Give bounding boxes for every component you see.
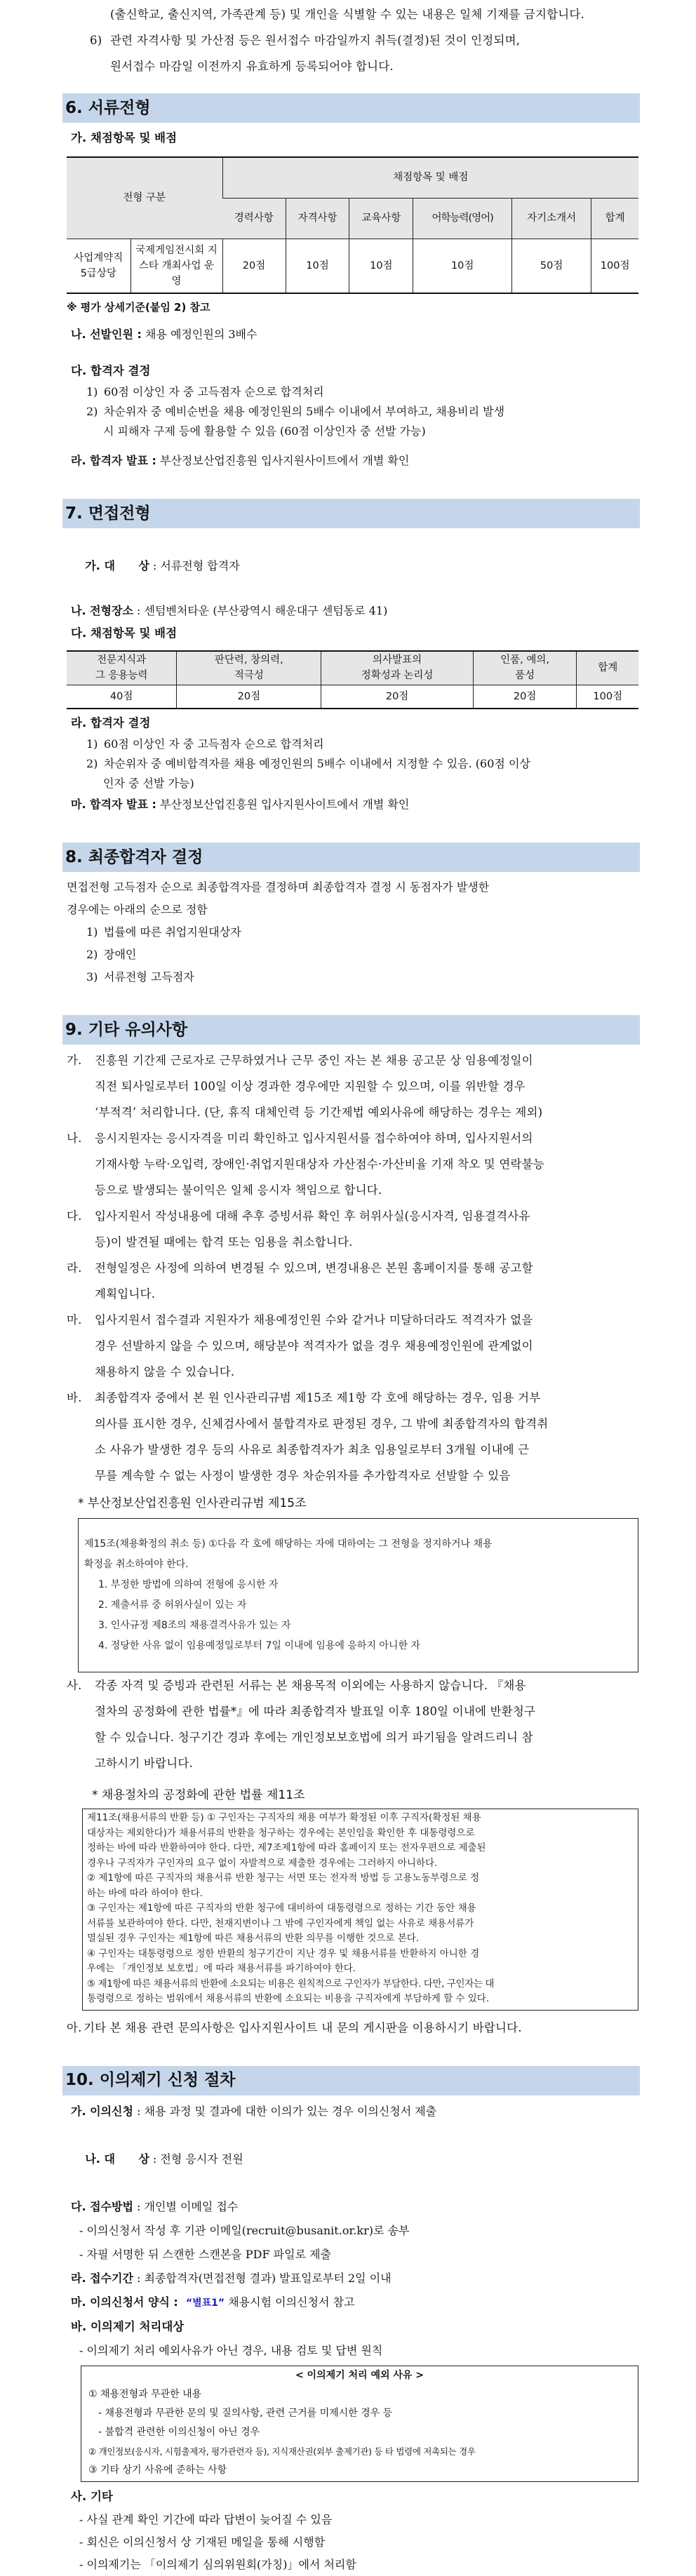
item-text: 각종 자격 및 증빙과 관련된 서류는 본 채용목적 이외에는 사용하지 않습니다. 『채용 [95, 1679, 526, 1692]
col-header: 자기소개서 [512, 198, 591, 239]
objection-exception-box [81, 2366, 638, 2482]
value: : 개인별 이메일 접수 [133, 2199, 239, 2213]
appendix-1-link[interactable]: “별표1” [185, 2297, 225, 2309]
subheading-pass-decision: 다. 합격자 결정 [71, 364, 151, 377]
col-header: 합계 [577, 651, 638, 685]
item-mark: 아. [67, 2020, 82, 2034]
notice-item-ra [67, 1255, 638, 1307]
paragraph: 면접전형 고득점자 순으로 최종합격자를 결정하며 최종합격자 결정 시 동점자가 발생한 [67, 880, 490, 894]
intro-item-6 [67, 27, 638, 53]
section-heading-6: 6. 서류전형 [62, 93, 640, 123]
list-item [67, 966, 638, 988]
item-text: 입사지원서 접수결과 지원자가 채용예정인원 수와 같거나 미달하더라도 적격자가 없을 [95, 1313, 533, 1327]
intro-block [67, 0, 638, 79]
item-text: 관련 자격사항 및 가산점 등은 원서접수 마감일까지 취득(결정)된 것이 인정되며, [110, 34, 521, 47]
item-text: 채용하지 않을 수 있습니다. [95, 1365, 235, 1378]
item-text: 절차의 공정화에 관한 법률*』에 따라 최종합격자 발표일 이후 180일 이내에 반환청구 [95, 1705, 536, 1718]
value: : 센텀벤처타운 (부산광역시 해운대구 센텀동로 41) [133, 604, 388, 617]
law-line: 서류를 보관하여야 한다. 다만, 천재지변이나 그 밖에 구인자에게 책임 없는 사유로 채용서류가 [87, 1917, 474, 1929]
label: 다. 접수방법 [71, 2199, 133, 2213]
selection-count [67, 323, 638, 346]
list-item-continuation: 인자 중 선발 가능) [103, 777, 194, 790]
subheading-objection-scope: 바. 이의제기 처리대상 [71, 2319, 185, 2333]
item-number: 2) [86, 948, 98, 961]
item-text: 최종합격자 중에서 본 원 인사관리규범 제15조 제1항 각 호에 해당하는 경우, 임용 거부 [95, 1391, 541, 1404]
item-text: 직전 퇴사일로부터 100일 이상 경과한 경우에만 지원할 수 있으며, 이를 위반할 경우 [95, 1080, 526, 1093]
cell-value: 20점 [177, 685, 321, 709]
item-text: 무를 계속할 수 없는 사정이 발생한 경우 차순위자를 추가합격자로 선발할 수 있음 [95, 1469, 511, 1482]
law-line: ③ 구인자는 제1항에 따른 구직자의 반환 청구에 대비하여 대통령령으로 정하는 기간 동안 채용 [87, 1903, 476, 1914]
item-text: 기재사항 누락·오입력, 장애인·취업지원대상자 가산점수·가산비율 기재 착오 및 연락불능 [95, 1158, 544, 1171]
regulation-line: 확정을 취소하여야 한다. [84, 1559, 189, 1570]
cell-value: 20점 [473, 685, 577, 709]
item-text: 60점 이상인 자 중 고득점자 순으로 합격처리 [104, 385, 324, 398]
value: 채용시험 이의신청서 참고 [225, 2295, 355, 2309]
item-text: 응시지원자는 응시자격을 미리 확인하고 입사지원서를 접수하여야 하며, 입사지원서의 [95, 1132, 533, 1145]
method-detail-email: - 이의신청서 작성 후 기관 이메일(recruit@busanit.or.kr)로 송부 [79, 2223, 410, 2237]
notice-item-ga [67, 1047, 638, 1125]
item-text: 할 수 있습니다. 청구기간 경과 후에는 개인정보보호법에 의거 파기됨을 알려드리니 참 [95, 1731, 533, 1744]
col-header: 판단력, 창의력, 적극성 [177, 651, 321, 685]
law-line: 대상자는 제외한다)가 채용서류의 반환을 청구하는 경우에는 본인임을 확인한 후 대통령령으로 [87, 1827, 475, 1839]
exception-line: - 채용전형과 무관한 문의 및 질의사항, 관련 근거를 미제시한 경우 등 [98, 2407, 393, 2419]
method-detail-pdf: - 자필 서명한 뒤 스캔한 스캔본을 PDF 파일로 제출 [79, 2247, 331, 2261]
label: 라. 합격자 발표 : [71, 454, 156, 467]
section-heading-7: 7. 면접전형 [62, 499, 640, 528]
label: 가. 대 상 [85, 559, 149, 572]
regulation-item: 4. 정당한 사유 없이 임용예정일로부터 7일 이내에 임용에 응하지 아니한 자 [98, 1640, 420, 1651]
other-detail: - 사실 관계 확인 기간에 따라 답변이 늦어질 수 있음 [79, 2512, 333, 2526]
subheading-interview-scoring: 다. 채점항목 및 배점 [71, 626, 178, 640]
item-number: 6) [90, 34, 102, 47]
cell-value: 10점 [349, 239, 413, 293]
notice-item-ba [67, 1385, 638, 1489]
value: : 서류전형 합격자 [149, 559, 240, 572]
item-text: 등)이 발견될 때에는 합격 또는 임용을 취소합니다. [95, 1235, 353, 1249]
law-box-article-11 [82, 1809, 638, 2011]
section-heading-9: 9. 기타 유의사항 [62, 1015, 640, 1045]
law-line: 통령령으로 정하는 범위에서 채용서류의 반환에 소요되는 비용을 구직자에게 부담하게 할 수 있다. [87, 1993, 490, 2004]
law-line: ⑤ 제1항에 따른 채용서류의 반환에 소요되는 비용은 원칙적으로 구인자가 부담한다. 다만, 구인자는 대 [87, 1978, 495, 1990]
item-text: 의사를 표시한 경우, 신체검사에서 불합격자로 판정된 경우, 그 밖에 최종합격자의 합격취 [95, 1417, 549, 1430]
label: 나. 전형장소 [71, 604, 133, 617]
item-number: 1) [86, 385, 98, 398]
subheading-other: 사. 기타 [71, 2489, 113, 2503]
item-text: 전형일정은 사정에 의하여 변경될 수 있으며, 변경내용은 본원 홈페이지를 통해 공고할 [95, 1261, 533, 1275]
section-heading-8: 8. 최종합격자 결정 [62, 843, 640, 872]
value: 채용 예정인원의 3배수 [141, 328, 257, 341]
col-header: 교육사항 [349, 198, 413, 239]
other-detail: - 이의제기는 「이의제기 심의위원회(가칭)」에서 처리함 [79, 2557, 356, 2571]
exception-line: ③ 기타 상기 사유에 준하는 사항 [88, 2464, 227, 2476]
law-line: 정하는 바에 따라 반환하여야 한다. 다만, 제7조제1항에 따라 홈페이지 또는 전자우편으로 제출된 [87, 1842, 486, 1853]
item-mark: 바. [67, 1391, 82, 1404]
item-text: 계획입니다. [95, 1287, 156, 1301]
item-text: 등으로 발생되는 불이익은 일체 응시자 책임으로 합니다. [95, 1183, 382, 1197]
exception-line: ① 채용전형과 무관한 내용 [88, 2388, 202, 2400]
item-text: 서류전형 고득점자 [104, 970, 194, 984]
col-header-group: 전형 구분 [67, 157, 222, 239]
label: 마. 합격자 발표 : [71, 798, 156, 811]
notice-item-ma [67, 1307, 638, 1385]
notice-item-na [67, 1125, 638, 1203]
exception-line: ② 개인정보(응시자, 시험출제자, 평가관련자 등), 지식재산권(외부 출제기관) 등 타 법령에 저촉되는 경우 [88, 2446, 476, 2457]
list-item [67, 754, 638, 774]
target [67, 532, 638, 600]
item-text: 법률에 따른 취업지원대상자 [104, 925, 241, 939]
item-text: 차순위자 중 예비합격자를 채용 예정인원의 5배수 이내에서 지정할 수 있음. (60점 이상 [104, 757, 530, 770]
submission-method [67, 2195, 638, 2219]
item-text: 경우 선발하지 않을 수 있으며, 해당분야 적격자가 없을 경우 채용예정인원에 관계없이 [95, 1339, 533, 1353]
regulation-item: 1. 부정한 방법에 의하여 전형에 응시한 자 [98, 1579, 279, 1590]
item-text: 소 사유가 발생한 경우 등의 사유로 최종합격자가 최초 임용일로부터 3개월 이내에 근 [95, 1443, 530, 1456]
item-mark: 사. [67, 1679, 82, 1692]
regulation-title: * 부산정보산업진흥원 인사관리규범 제15조 [78, 1496, 307, 1510]
regulation-box-article-15 [78, 1518, 638, 1672]
notice-item-a [67, 2015, 638, 2041]
subheading-scoring: 가. 채점항목 및 배점 [71, 131, 178, 145]
col-header: 자격사항 [286, 198, 349, 239]
cell-value: 100점 [591, 239, 638, 293]
section-heading-10: 10. 이의제기 신청 절차 [62, 2066, 640, 2095]
col-header-items: 채점항목 및 배점 [222, 157, 638, 198]
cell-project: 국제게임전시회 지스타 개최사업 운영 [130, 239, 222, 293]
cell-value: 20점 [222, 239, 286, 293]
col-header: 어학능력(영어) [413, 198, 512, 239]
col-header: 의사발표의 정확성과 논리성 [321, 651, 473, 685]
item-text: ‘부적격’ 처리합니다. (단, 휴직 대체인력 등 기간제법 예외사유에 해당하는 경우는 제외) [95, 1106, 543, 1119]
list-item [67, 382, 638, 402]
list-item [67, 402, 638, 422]
document-screening-score-table [67, 156, 638, 294]
label: 나. 대 상 [85, 2152, 149, 2166]
cell-value: 100점 [577, 685, 638, 709]
col-header: 인품, 예의, 품성 [473, 651, 577, 685]
col-header: 전문지식과 그 응용능력 [67, 651, 177, 685]
paragraph: 경우에는 아래의 순으로 정함 [67, 903, 208, 916]
item-text: 입사지원서 작성내용에 대해 추후 증빙서류 확인 후 허위사실(응시자격, 임용결격사유 [95, 1209, 530, 1223]
item-text: 고하시기 바랍니다. [95, 1757, 194, 1770]
objection-scope-detail: - 이의제기 처리 예외사유가 아닌 경우, 내용 검토 및 답변 원칙 [79, 2343, 383, 2357]
item-text: 기타 본 채용 관련 문의사항은 입사지원사이트 내 문의 게시판을 이용하시기 바랍니다. [83, 2020, 522, 2034]
item-text: 60점 이상인 자 중 고득점자 순으로 합격처리 [104, 737, 324, 751]
item-number: 2) [86, 757, 98, 770]
list-item [67, 734, 638, 754]
cell-value: 50점 [512, 239, 591, 293]
label: 마. 이의신청서 양식 : [71, 2295, 178, 2309]
list-item-continuation: 시 피해자 구제 등에 활용할 수 있음 (60점 이상인자 중 선발 가능) [103, 424, 426, 438]
notice-item-da [67, 1203, 638, 1255]
law-title: * 채용절차의 공정화에 관한 법률 제11조 [92, 1788, 305, 1802]
exception-box-title: < 이의제기 처리 예외 사유 > [295, 2369, 424, 2381]
regulation-item: 3. 인사규정 제8조의 채용결격사유가 있는 자 [98, 1620, 291, 1631]
law-line: 제11조(채용서류의 반환 등) ① 구인자는 구직자의 채용 여부가 확정된 이후 구직자(확정된 채용 [87, 1812, 481, 1823]
item-mark: 마. [67, 1313, 82, 1327]
cell-value: 20점 [321, 685, 473, 709]
label: 나. 선발인원 : [71, 328, 142, 341]
table-row [67, 239, 638, 293]
label: 가. 이의신청 [71, 2104, 133, 2118]
table-row [67, 685, 638, 709]
list-item [67, 944, 638, 966]
law-line: 멸실된 경우 구인자는 제1항에 따른 채용서류의 반환 의무를 이행한 것으로 본다. [87, 1933, 420, 1944]
announcement [67, 450, 638, 472]
regulation-line: 제15조(채용확정의 취소 등) ①다음 각 호에 해당하는 자에 대하여는 그 전형을 정지하거나 채용 [84, 1538, 493, 1550]
submission-period [67, 2267, 638, 2290]
item-mark: 가. [67, 1054, 82, 1067]
intro-line: (출신학교, 출신지역, 가족관계 등) 및 개인을 식별할 수 있는 내용은 일체 기재를 금지합니다. [110, 8, 584, 21]
value: : 전형 응시자 전원 [149, 2152, 243, 2166]
item-mark: 라. [67, 1261, 82, 1275]
cell-value: 40점 [67, 685, 177, 709]
cell-value: 10점 [286, 239, 349, 293]
form-reference [67, 2290, 638, 2315]
objection-target [67, 2124, 638, 2195]
regulation-item: 2. 제출서류 중 허위사실이 있는 자 [98, 1599, 247, 1611]
law-line: 하는 바에 따라 하여야 한다. [87, 1887, 203, 1899]
list-item [67, 921, 638, 944]
law-line: 우에는 「개인정보 보호법」에 따라 채용서류를 파기하여야 한다. [87, 1963, 356, 1974]
evaluation-note: ※ 평가 상세기준(붙임 2) 참고 [67, 301, 210, 314]
subheading-interview-pass: 라. 합격자 결정 [71, 716, 151, 730]
item-number: 3) [86, 970, 98, 984]
item-text: 차순위자 중 예비순번을 채용 예정인원의 5배수 이내에서 부여하고, 채용비리 발생 [104, 405, 505, 418]
intro-line: 원서접수 마감일 이전까지 유효하게 등록되어야 합니다. [110, 60, 394, 73]
item-mark: 다. [67, 1209, 82, 1223]
value: 부산정보산업진흥원 입사지원사이트에서 개별 확인 [156, 454, 410, 467]
value: : 최종합격자(면접전형 결과) 발표일로부터 2일 이내 [133, 2271, 392, 2285]
value: 부산정보산업진흥원 입사지원사이트에서 개별 확인 [156, 798, 410, 811]
label: 라. 접수기간 [71, 2271, 133, 2285]
item-number: 1) [86, 737, 98, 751]
item-text: 진흥원 기간제 근로자로 근무하였거나 근무 중인 자는 본 채용 공고문 상 임용예정일이 [95, 1054, 533, 1067]
col-header: 합계 [591, 198, 638, 239]
col-header: 경력사항 [222, 198, 286, 239]
interview-score-table [67, 650, 638, 709]
item-number: 1) [86, 925, 98, 939]
law-line: ④ 구인자는 대통령령으로 정한 반환의 청구기간이 지난 경우 및 채용서류를 반환하지 아니한 경 [87, 1947, 480, 1959]
announcement [67, 793, 638, 816]
exception-line: - 불합격 관련한 이의신청이 아닌 경우 [98, 2426, 260, 2438]
objection-request [67, 2100, 638, 2124]
other-detail: - 회신은 이의신청서 상 기재된 메일을 통해 시행함 [79, 2535, 326, 2549]
notice-item-sa [67, 1672, 638, 1776]
venue [67, 600, 638, 622]
cell-value: 10점 [413, 239, 512, 293]
item-number: 2) [86, 405, 98, 418]
law-line: 경우나 구직자가 구인자의 요구 없이 자발적으로 제출한 경우에는 그러하지 아니하다. [87, 1857, 438, 1869]
cell-type: 사업계약직 5급상당 [67, 239, 130, 293]
value: : 채용 과정 및 결과에 대한 이의가 있는 경우 이의신청서 제출 [133, 2104, 437, 2118]
law-line: ② 제1항에 따른 구직자의 채용서류 반환 청구는 서면 또는 전자적 방법 등 고용노동부령으로 정 [87, 1872, 479, 1884]
item-mark: 나. [67, 1132, 82, 1145]
item-text: 장애인 [104, 948, 137, 961]
